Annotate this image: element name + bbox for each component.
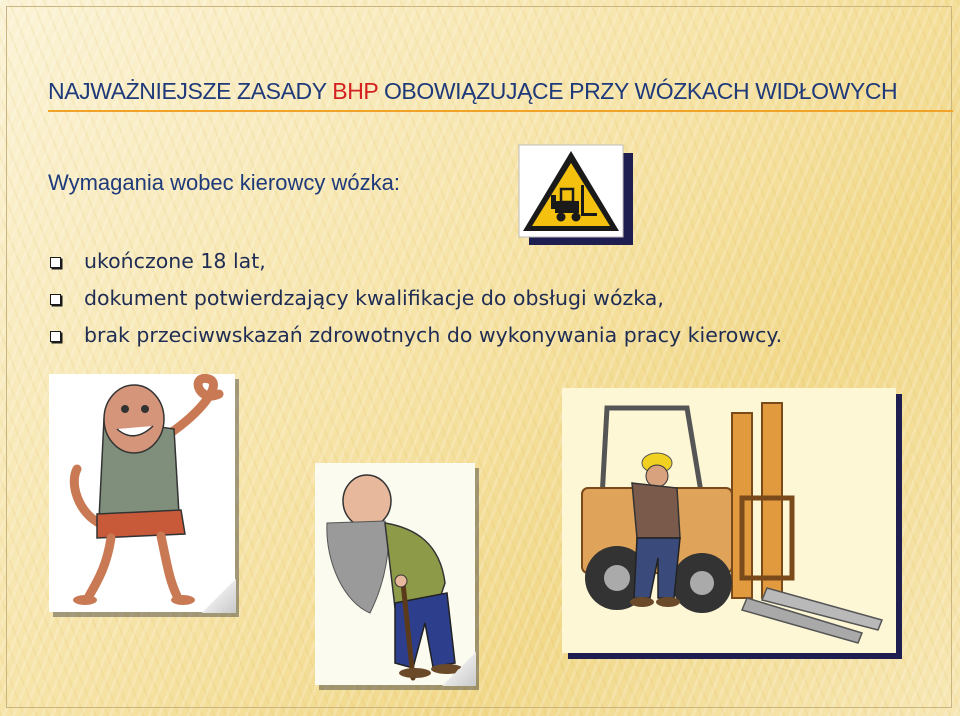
requirement-item: [46, 246, 782, 283]
page-curl: [202, 579, 236, 613]
requirement-text: ukończone 18 lat,: [84, 249, 266, 273]
title-accent-bhp: BHP: [332, 78, 378, 104]
worker-forklift-picture: [562, 388, 896, 653]
requirement-text: brak przeciwwskazań zdrowotnych do wykonywania pracy kierowcy.: [84, 323, 783, 347]
checkbox-bullet-icon: [50, 331, 61, 342]
slide-title: [48, 78, 897, 105]
page-curl: [442, 652, 476, 686]
checkbox-bullet-icon: [50, 294, 61, 305]
young-boy-picture: [49, 374, 235, 612]
requirement-item: [46, 283, 782, 320]
title-part-2: OBOWIĄZUJĄCE PRZY WÓZKACH WIDŁOWYCH: [377, 78, 898, 104]
title-part-1: NAJWAŻNIEJSZE ZASADY: [48, 78, 333, 104]
checkbox-bullet-icon: [50, 257, 61, 268]
old-man-picture: [315, 463, 475, 685]
forklift-icon: [562, 388, 896, 653]
young-boy-icon: [49, 374, 235, 612]
requirements-list: [46, 246, 782, 357]
requirements-heading: Wymagania wobec kierowcy wózka:: [48, 170, 400, 195]
requirement-text: dokument potwierdzający kwalifikacje do obsługi wózka,: [84, 286, 664, 310]
requirement-item: [46, 320, 782, 357]
forklift-warning-sign-icon: [517, 143, 635, 247]
title-underline: [48, 110, 953, 112]
